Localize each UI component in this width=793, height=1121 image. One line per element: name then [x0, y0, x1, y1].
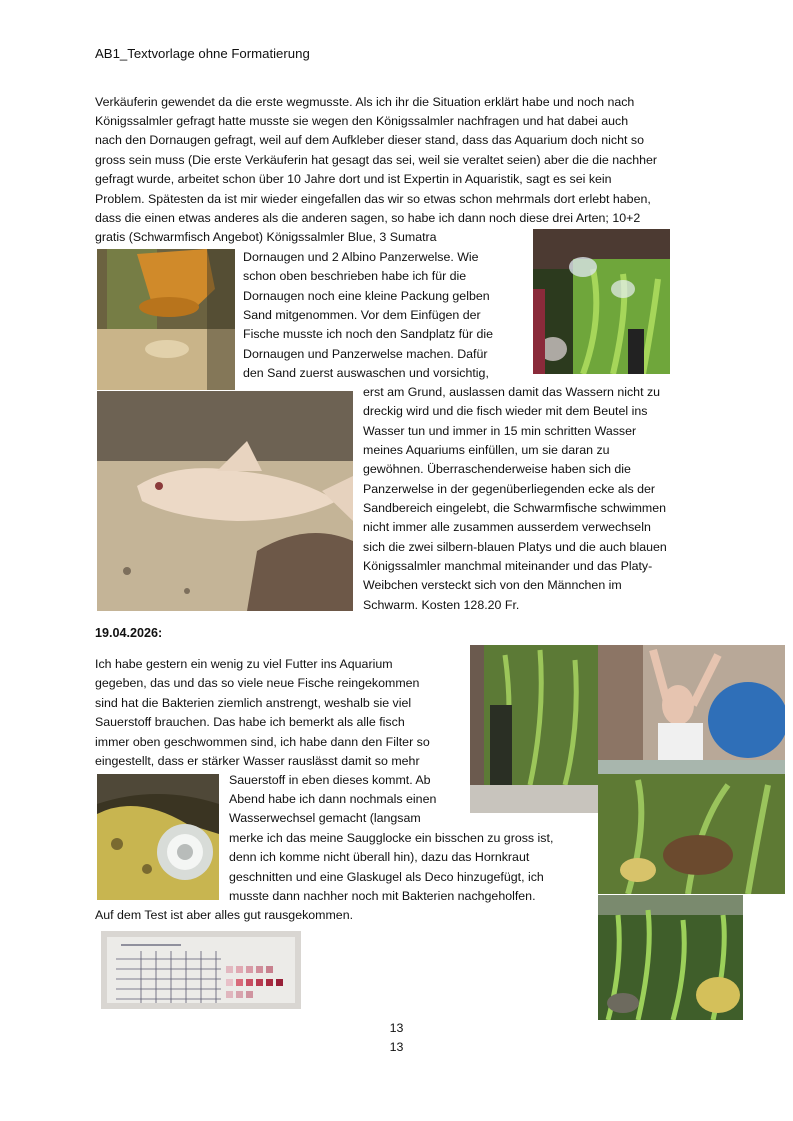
text-line: musste dann nachher noch mit Bakterien nachgeholfen. [229, 889, 536, 903]
water-test-sheet-photo [101, 931, 301, 1009]
text-line: Panzerwelse in der gegenüberliegenden ecke als der [363, 482, 656, 496]
text-line: Weibchen versteckt sich von den Männchen im [363, 578, 622, 592]
page-number: 13 [389, 1040, 404, 1054]
text-line: Sandbereich eingelebt, die Schwarmfische schwimmen [363, 501, 667, 515]
people-aquarium-photo [598, 645, 785, 894]
aquarium-filter-photo [470, 645, 598, 813]
text-line: gegeben, das und das so viele neue Fische reingekommen [95, 676, 420, 690]
date-heading: 19.04.2026: [95, 626, 163, 640]
text-line: Dornaugen und 2 Albino Panzerwelse. Wie [243, 250, 479, 264]
text-line: Königssalmler manchmal miteinander und das Platy- [363, 559, 653, 573]
text-line: schon oben beschrieben habe ich für die [243, 269, 467, 283]
text-line: gewöhnen. Überraschenderweise haben sich die [363, 462, 631, 476]
page-number: 13 [389, 1021, 404, 1035]
albino-catfish-photo [97, 391, 353, 611]
text-line: Auf dem Test ist aber alles gut rausgekommen. [95, 908, 354, 922]
text-line: Ich habe gestern ein wenig zu viel Futter ins Aquarium [95, 657, 393, 671]
glass-ball-photo [97, 774, 219, 900]
text-line: den Sand zuerst auswaschen und vorsichtig, [243, 366, 489, 380]
text-line: denn ich komme nicht überall hin), dazu das Hornkraut [229, 850, 530, 864]
text-line: sich die zwei silbern-blauen Platys und die auch blauen [363, 540, 667, 554]
text-line: dass die einen etwas anderes als die anderen sagen, so habe ich dann noch diese drei Arten; 10+2 [95, 211, 641, 225]
text-line: Dornaugen noch eine kleine Packung gelben [243, 289, 490, 303]
text-line: Wasserwechsel gemacht (langsam [229, 811, 421, 825]
text-line: Wasser tun und immer in 15 min schritten Wasser [363, 424, 637, 438]
text-line: gefragt wurde, arbeitet schon über 10 Jahre dort und ist Expertin in Aquaristik, sagt es sei kein [95, 172, 612, 186]
aquarium-bags-photo [533, 229, 670, 374]
text-line: Schwarm. Kosten 128.20 Fr. [363, 598, 520, 612]
text-line: Königssalmler gefragt hatte musste sie wegen den Königssalmler nachfragen und hat dabei auch [95, 114, 629, 128]
sand-bag-photo [97, 249, 235, 390]
text-line: Verkäuferin gewendet da die erste wegmusste. Als ich ihr die Situation erklärt habe und noch nach [95, 95, 635, 109]
text-line: meines Aquariums einfüllen, um sie daran zu [363, 443, 610, 457]
text-line: geschnitten und eine Glaskugel als Deco hinzugefügt, ich [229, 870, 544, 884]
text-line: gross sein muss (Die erste Verkäuferin hat gesagt das sei, weil sie veraltet seien) aber die die nachher [95, 153, 657, 167]
text-line: Fische musste ich noch den Sandplatz für die [243, 327, 494, 341]
text-line: Sand mitgenommen. Vor dem Einfügen der [243, 308, 481, 322]
text-line: immer oben geschwommen sind, ich habe dann den Filter so [95, 735, 430, 749]
text-line: Sauerstoff brauchen. Das habe ich bemerkt als alle fisch [95, 715, 405, 729]
text-line: merke ich das meine Saugglocke ein bisschen zu gross ist, [229, 831, 554, 845]
text-line: Problem. Spätesten da ist mir wieder eingefallen das wir so etwas schon mehrmals dort erlebt haben, [95, 192, 651, 206]
text-line: sind hat die Bakterien ziemlich anstrengt, weshalb sie viel [95, 696, 412, 710]
text-line: nicht immer alle zusammen ausserdem verwechseln [363, 520, 651, 534]
aquarium-plants-photo [598, 895, 743, 1020]
text-line: Abend habe ich dann nochmals einen [229, 792, 437, 806]
text-line: Sauerstoff in eben dieses kommt. Ab [229, 773, 431, 787]
text-line: erst am Grund, auslassen damit das Wassern nicht zu [363, 385, 661, 399]
text-line: gratis (Schwarmfisch Angebot) Königssalmler Blue, 3 Sumatra [95, 230, 437, 244]
text-line: dreckig wird und die fisch wieder mit dem Beutel ins [363, 404, 648, 418]
text-line: eingestellt, dass er stärker Wasser rauslässt damit so mehr [95, 754, 420, 768]
text-line: nach den Dornaugen gefragt, weil auf dem Aufkleber dieser stand, dass das Aquarium doch nicht so [95, 133, 644, 147]
document-header: AB1_Textvorlage ohne Formatierung [95, 46, 310, 61]
text-line: Dornaugen und Panzerwelse machen. Dafür [243, 347, 488, 361]
